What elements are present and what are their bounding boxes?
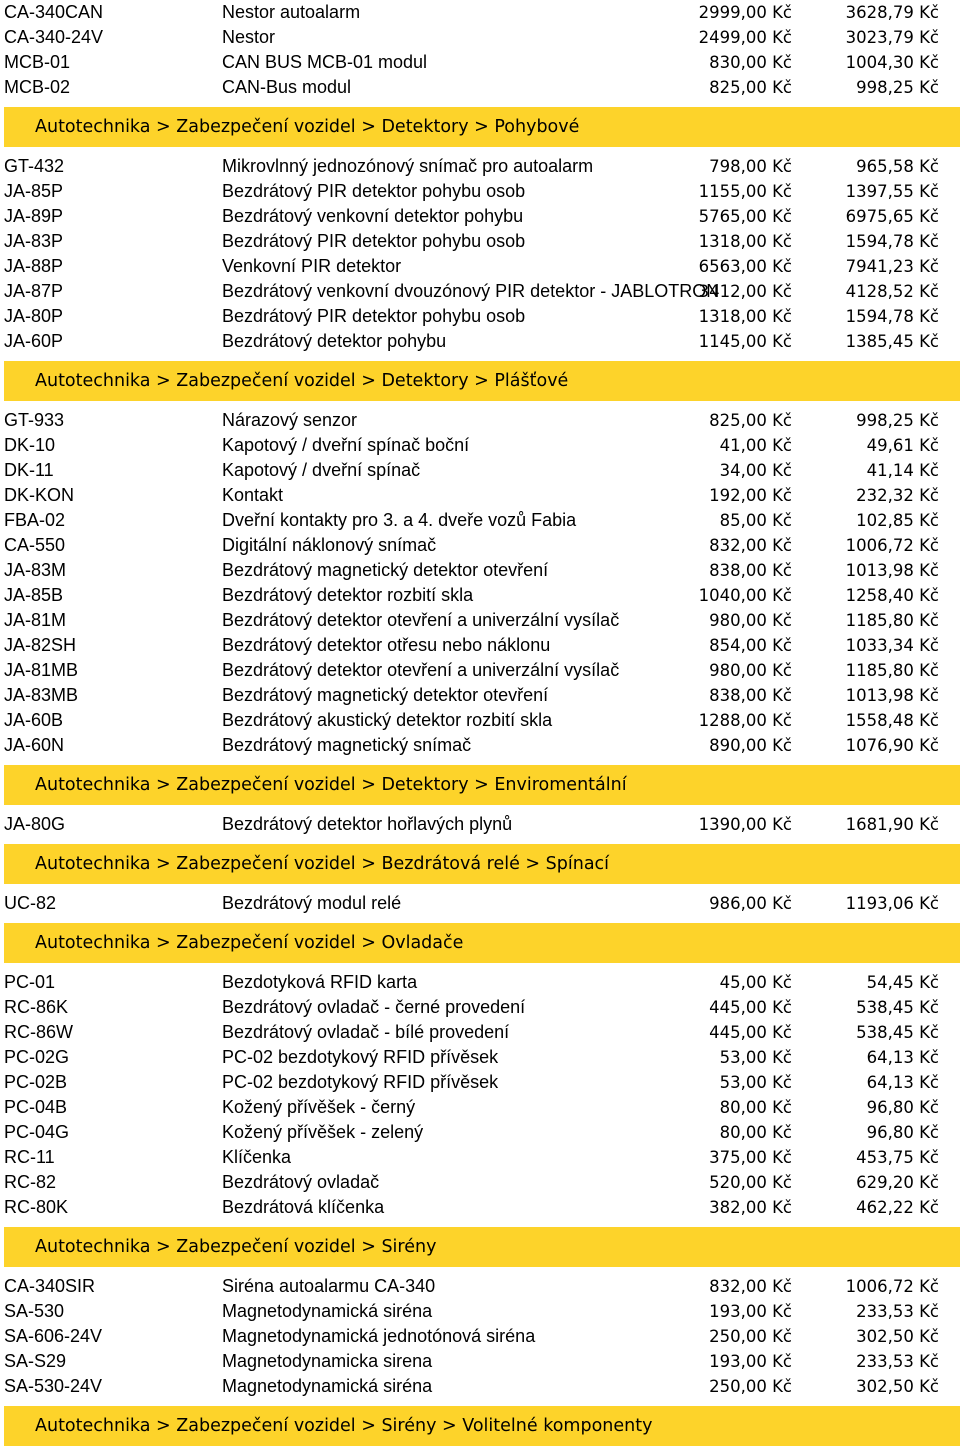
price-incl-vat: 965,58 Kč [856,157,939,176]
product-row [0,608,960,633]
product-name: Kožený přívěšek - zelený [222,1122,424,1142]
product-name: Bezdrátový magnetický detektor otevření [222,685,549,705]
product-row [0,1195,960,1220]
product-name: Magnetodynamicka sirena [222,1351,433,1371]
category-path: Autotechnika > Zabezpečení vozidel > Detektory > Enviromentální [35,775,627,795]
category-path: Autotechnika > Zabezpečení vozidel > Detektory > Pohybové [35,117,580,137]
price-excl-vat: 5765,00 Kč [698,207,792,226]
product-row [0,25,960,50]
product-name: Bezdrátový magnetický detektor otevření [222,560,549,580]
product-name: Nestor autoalarm [222,2,361,22]
price-excl-vat: 986,00 Kč [709,894,792,913]
product-name: Bezdrátový magnetický snímač [222,735,472,755]
product-row [0,533,960,558]
price-excl-vat: 520,00 Kč [709,1173,792,1192]
product-name: Kapotový / dveřní spínač boční [222,435,470,455]
product-row [0,1349,960,1374]
price-incl-vat: 998,25 Kč [856,78,939,97]
product-name: Bezdrátový detektor hořlavých plynů [222,814,513,834]
product-name: Kožený přívěšek - černý [222,1097,416,1117]
price-incl-vat: 233,53 Kč [856,1352,939,1371]
price-excl-vat: 41,00 Kč [719,436,792,455]
product-code: GT-432 [4,156,65,176]
product-code: JA-85B [4,585,64,605]
product-code: JA-83P [4,231,64,251]
category-path: Autotechnika > Zabezpečení vozidel > Sirény > Volitelné komponenty [35,1416,653,1436]
price-incl-vat: 6975,65 Kč [845,207,939,226]
product-row [0,658,960,683]
price-excl-vat: 250,00 Kč [709,1327,792,1346]
product-row [0,970,960,995]
price-incl-vat: 64,13 Kč [866,1073,939,1092]
price-incl-vat: 1397,55 Kč [845,182,939,201]
price-incl-vat: 1385,45 Kč [845,332,939,351]
price-excl-vat: 34,00 Kč [719,461,792,480]
product-row [0,483,960,508]
price-excl-vat: 1318,00 Kč [698,232,792,251]
product-name: Bezdotyková RFID karta [222,972,418,992]
price-incl-vat: 1193,06 Kč [845,894,939,913]
price-incl-vat: 3628,79 Kč [845,3,939,22]
product-name: Bezdrátový venkovní detektor pohybu [222,206,524,226]
product-name: Bezdrátový PIR detektor pohybu osob [222,181,526,201]
product-code: UC-82 [4,893,57,913]
price-incl-vat: 102,85 Kč [856,511,939,530]
price-incl-vat: 462,22 Kč [856,1198,939,1217]
product-name: Dveřní kontakty pro 3. a 4. dveře vozů Fabia [222,510,577,530]
category-header [4,361,960,401]
product-code: PC-02G [4,1047,70,1067]
product-row [0,1120,960,1145]
product-row [0,408,960,433]
product-code: JA-81M [4,610,67,630]
price-incl-vat: 7941,23 Kč [845,257,939,276]
product-row [0,558,960,583]
product-name: Mikrovlnný jednozónový snímač pro autoalarm [222,156,594,176]
price-incl-vat: 1006,72 Kč [845,536,939,555]
price-incl-vat: 1013,98 Kč [845,686,939,705]
price-excl-vat: 3412,00 Kč [698,282,792,301]
product-code: MCB-02 [4,77,71,97]
product-code: CA-340CAN [4,2,104,22]
price-incl-vat: 41,14 Kč [866,461,939,480]
product-code: CA-550 [4,535,66,555]
product-code: JA-60N [4,735,65,755]
product-name: Bezdrátová klíčenka [222,1197,385,1217]
product-row [0,304,960,329]
category-header [4,107,960,147]
product-name: PC-02 bezdotykový RFID přívěsek [222,1047,499,1067]
product-code: RC-11 [4,1147,55,1167]
product-name: Nestor [222,27,276,47]
price-incl-vat: 232,32 Kč [856,486,939,505]
product-row [0,1324,960,1349]
product-row [0,329,960,354]
product-name: Magnetodynamická jednotónová siréna [222,1326,536,1346]
product-row [0,279,960,304]
product-code: JA-82SH [4,635,77,655]
product-row [0,1020,960,1045]
price-excl-vat: 1318,00 Kč [698,307,792,326]
product-row [0,1070,960,1095]
price-excl-vat: 193,00 Kč [709,1352,792,1371]
price-excl-vat: 890,00 Kč [709,736,792,755]
price-excl-vat: 825,00 Kč [709,78,792,97]
product-row [0,812,960,837]
product-row [0,154,960,179]
product-name: Magnetodynamická siréna [222,1301,433,1321]
product-code: PC-04G [4,1122,70,1142]
product-row [0,633,960,658]
product-name: Bezdrátový ovladač - bílé provedení [222,1022,510,1042]
product-code: CA-340SIR [4,1276,96,1296]
price-incl-vat: 1006,72 Kč [845,1277,939,1296]
category-path: Autotechnika > Zabezpečení vozidel > Sirény [35,1237,437,1257]
product-code: PC-02B [4,1072,68,1092]
product-name: PC-02 bezdotykový RFID přívěsek [222,1072,499,1092]
price-excl-vat: 854,00 Kč [709,636,792,655]
price-incl-vat: 1076,90 Kč [845,736,939,755]
category-path: Autotechnika > Zabezpečení vozidel > Ovladače [35,933,464,953]
product-code: FBA-02 [4,510,66,530]
product-row [0,254,960,279]
price-excl-vat: 832,00 Kč [709,536,792,555]
category-header [4,765,960,805]
product-code: JA-80G [4,814,66,834]
price-excl-vat: 2499,00 Kč [698,28,792,47]
product-code: SA-S29 [4,1351,67,1371]
product-name: Bezdrátový modul relé [222,893,402,913]
product-row [0,891,960,916]
price-incl-vat: 64,13 Kč [866,1048,939,1067]
price-excl-vat: 2999,00 Kč [698,3,792,22]
price-excl-vat: 980,00 Kč [709,611,792,630]
price-incl-vat: 1681,90 Kč [845,815,939,834]
price-incl-vat: 1594,78 Kč [845,307,939,326]
price-incl-vat: 4128,52 Kč [845,282,939,301]
product-code: JA-89P [4,206,64,226]
price-incl-vat: 629,20 Kč [856,1173,939,1192]
product-name: Venkovní PIR detektor [222,256,402,276]
price-excl-vat: 375,00 Kč [709,1148,792,1167]
price-excl-vat: 250,00 Kč [709,1377,792,1396]
price-excl-vat: 1288,00 Kč [698,711,792,730]
category-header [4,1406,960,1446]
price-excl-vat: 193,00 Kč [709,1302,792,1321]
price-incl-vat: 3023,79 Kč [845,28,939,47]
product-name: Bezdrátový detektor rozbití skla [222,585,474,605]
price-excl-vat: 45,00 Kč [719,973,792,992]
product-row [0,433,960,458]
price-incl-vat: 1013,98 Kč [845,561,939,580]
product-code: JA-81MB [4,660,79,680]
product-code: DK-KON [4,485,75,505]
price-excl-vat: 53,00 Kč [719,1073,792,1092]
product-row [0,50,960,75]
product-row [0,683,960,708]
product-code: DK-11 [4,460,54,480]
category-path: Autotechnika > Zabezpečení vozidel > Bezdrátová relé > Spínací [35,854,610,874]
category-header [4,844,960,884]
product-code: JA-60P [4,331,64,351]
price-excl-vat: 1155,00 Kč [698,182,792,201]
product-name: Klíčenka [222,1147,292,1167]
price-incl-vat: 1033,34 Kč [845,636,939,655]
product-name: Siréna autoalarmu CA-340 [222,1276,436,1296]
product-code: JA-60B [4,710,64,730]
price-excl-vat: 980,00 Kč [709,661,792,680]
price-incl-vat: 54,45 Kč [866,973,939,992]
product-name: Nárazový senzor [222,410,358,430]
product-row [0,1274,960,1299]
price-incl-vat: 1558,48 Kč [845,711,939,730]
product-code: JA-83MB [4,685,79,705]
price-incl-vat: 1258,40 Kč [845,586,939,605]
price-incl-vat: 998,25 Kč [856,411,939,430]
product-code: JA-87P [4,281,64,301]
product-row [0,508,960,533]
price-excl-vat: 1040,00 Kč [698,586,792,605]
product-row [0,1045,960,1070]
price-excl-vat: 445,00 Kč [709,1023,792,1042]
category-path: Autotechnika > Zabezpečení vozidel > Detektory > Plášťové [35,371,569,391]
price-excl-vat: 6563,00 Kč [698,257,792,276]
product-row [0,1299,960,1324]
product-code: DK-10 [4,435,56,455]
price-incl-vat: 302,50 Kč [856,1377,939,1396]
product-code: JA-83M [4,560,67,580]
product-name: Magnetodynamická siréna [222,1376,433,1396]
price-excl-vat: 85,00 Kč [719,511,792,530]
product-code: PC-04B [4,1097,68,1117]
price-excl-vat: 445,00 Kč [709,998,792,1017]
product-code: JA-80P [4,306,64,326]
product-code: RC-82 [4,1172,57,1192]
price-excl-vat: 798,00 Kč [709,157,792,176]
price-incl-vat: 96,80 Kč [866,1123,939,1142]
price-incl-vat: 49,61 Kč [866,436,939,455]
price-excl-vat: 830,00 Kč [709,53,792,72]
price-excl-vat: 832,00 Kč [709,1277,792,1296]
product-row [0,229,960,254]
product-row [0,179,960,204]
product-row [0,1374,960,1399]
price-excl-vat: 838,00 Kč [709,561,792,580]
product-code: SA-530 [4,1301,65,1321]
product-row [0,733,960,758]
price-excl-vat: 1390,00 Kč [698,815,792,834]
product-row [0,458,960,483]
product-name: Bezdrátový akustický detektor rozbití skla [222,710,553,730]
price-incl-vat: 1185,80 Kč [845,661,939,680]
product-name: Bezdrátový ovladač - černé provedení [222,997,526,1017]
product-name: Bezdrátový detektor pohybu [222,331,447,351]
category-header [4,1227,960,1267]
price-excl-vat: 838,00 Kč [709,686,792,705]
product-row [0,708,960,733]
product-name: Bezdrátový venkovní dvouzónový PIR detektor - JABLOTRON [222,281,720,301]
product-row [0,1145,960,1170]
product-row [0,583,960,608]
product-name: Kapotový / dveřní spínač [222,460,421,480]
product-row [0,0,960,25]
price-incl-vat: 538,45 Kč [856,1023,939,1042]
price-excl-vat: 1145,00 Kč [698,332,792,351]
product-name: Bezdrátový PIR detektor pohybu osob [222,231,526,251]
product-code: CA-340-24V [4,27,104,47]
product-name: CAN BUS MCB-01 modul [222,52,428,72]
product-name: Digitální náklonový snímač [222,535,437,555]
product-code: GT-933 [4,410,65,430]
product-row [0,204,960,229]
product-code: RC-86W [4,1022,74,1042]
price-excl-vat: 80,00 Kč [719,1098,792,1117]
product-name: Bezdrátový detektor otevření a univerzální vysílač [222,660,620,680]
product-row [0,1095,960,1120]
price-excl-vat: 382,00 Kč [709,1198,792,1217]
product-code: RC-80K [4,1197,69,1217]
price-excl-vat: 80,00 Kč [719,1123,792,1142]
price-excl-vat: 192,00 Kč [709,486,792,505]
product-name: Bezdrátový ovladač [222,1172,380,1192]
product-name: CAN-Bus modul [222,77,352,97]
product-code: SA-606-24V [4,1326,103,1346]
product-row [0,995,960,1020]
category-header [4,923,960,963]
price-incl-vat: 538,45 Kč [856,998,939,1017]
product-name: Kontakt [222,485,284,505]
product-name: Bezdrátový detektor otevření a univerzální vysílač [222,610,620,630]
price-incl-vat: 1185,80 Kč [845,611,939,630]
price-incl-vat: 302,50 Kč [856,1327,939,1346]
product-code: MCB-01 [4,52,71,72]
product-row [0,1170,960,1195]
product-name: Bezdrátový detektor otřesu nebo náklonu [222,635,551,655]
product-row [0,75,960,100]
product-code: RC-86K [4,997,69,1017]
price-incl-vat: 233,53 Kč [856,1302,939,1321]
price-incl-vat: 453,75 Kč [856,1148,939,1167]
price-excl-vat: 825,00 Kč [709,411,792,430]
price-incl-vat: 96,80 Kč [866,1098,939,1117]
product-code: PC-01 [4,972,56,992]
price-incl-vat: 1594,78 Kč [845,232,939,251]
product-code: JA-88P [4,256,64,276]
product-code: JA-85P [4,181,64,201]
price-incl-vat: 1004,30 Kč [845,53,939,72]
product-name: Bezdrátový PIR detektor pohybu osob [222,306,526,326]
price-excl-vat: 53,00 Kč [719,1048,792,1067]
product-code: SA-530-24V [4,1376,103,1396]
